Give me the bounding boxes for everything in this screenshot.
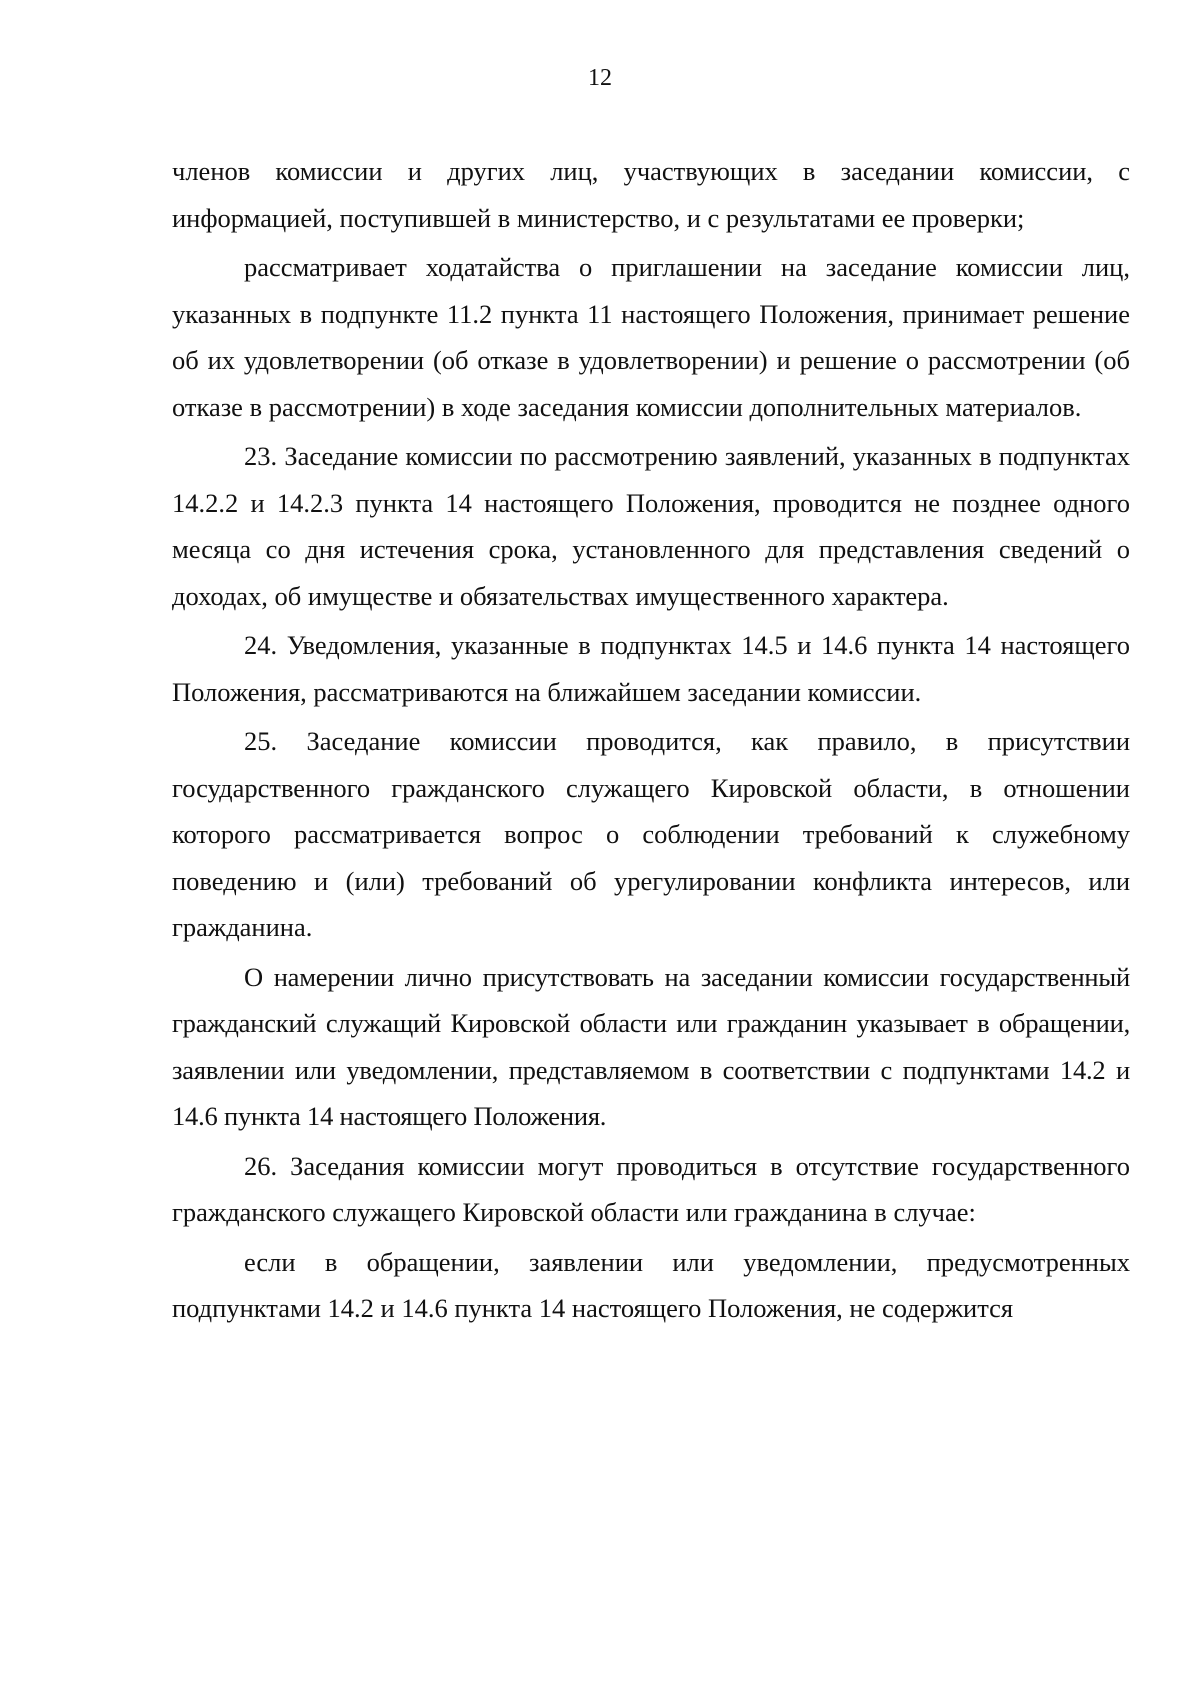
- paragraph-petitions: рассматривает ходатайства о приглашении на заседание комиссии лиц, указанных в подпункте 11.2 пункта 11 настоящего Положения, принимает решение об их удовлетворении (об отказе в удовлетворении) и решение о рассмотрении (об отказе в рассмотрении) в ходе заседания комиссии дополнительных материалов.: [172, 252, 1130, 422]
- paragraph-24: 24. Уведомления, указанные в подпунктах 14.5 и 14.6 пункта 14 настоящего Положения, рассматриваются на ближайшем заседании комиссии.: [172, 630, 1130, 707]
- document-body: [172, 148, 1130, 1332]
- paragraph-25: 25. Заседание комиссии проводится, как правило, в присутствии государственного гражданского служащего Кировской области, в отношении которого рассматривается вопрос о соблюдении требований к служебному поведению и (или) требований об урегулировании конфликта интересов, или гражданина.: [172, 726, 1130, 942]
- paragraph-intention: О намерении лично присутствовать на заседании комиссии государственный гражданский служащий Кировской области или гражданин указывает в обращении, заявлении или уведомлении, представляемом в соответствии с подпунктами 14.2 и 14.6 пункта 14 настоящего Положения.: [172, 961, 1130, 1131]
- paragraph-26: 26. Заседания комиссии могут проводиться в отсутствие государственного гражданского служащего Кировской области или гражданина в случае:: [172, 1150, 1130, 1227]
- page-number: 12: [588, 65, 612, 91]
- paragraph-continuation: членов комиссии и других лиц, участвующих в заседании комиссии, с информацией, поступившей в министерство, и с результатами ее проверки;: [172, 156, 1130, 233]
- paragraph-23: 23. Заседание комиссии по рассмотрению заявлений, указанных в подпунктах 14.2.2 и 14.2.3 пункта 14 настоящего Положения, проводится не позднее одного месяца со дня истечения срока, установленного для представления сведений о доходах, об имуществе и обязательствах имущественного характера.: [172, 441, 1130, 611]
- paragraph-case-condition: если в обращении, заявлении или уведомлении, предусмотренных подпунктами 14.2 и 14.6 пункта 14 настоящего Положения, не содержится: [172, 1246, 1130, 1323]
